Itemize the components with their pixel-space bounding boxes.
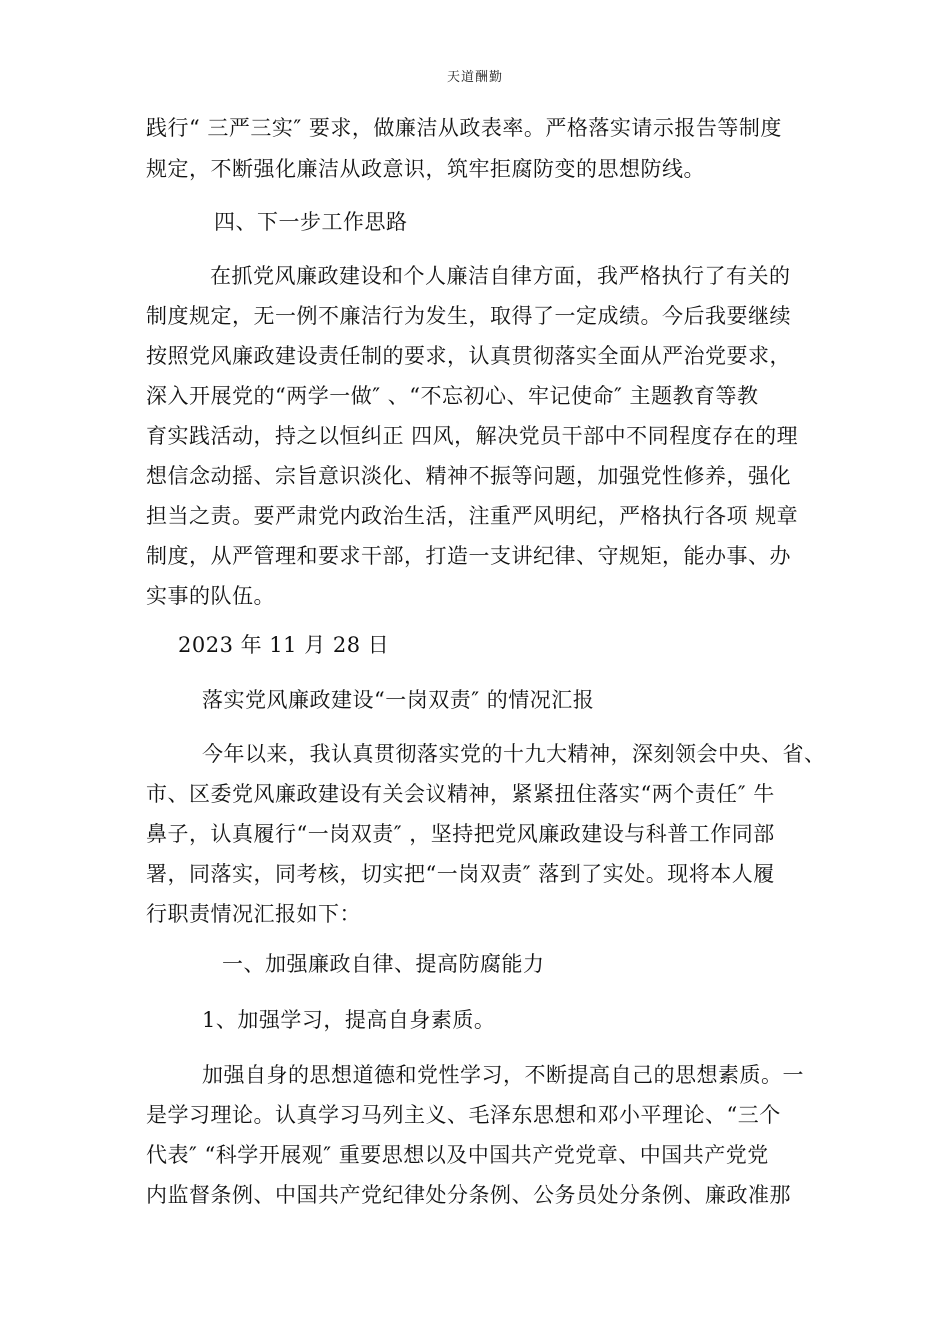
paragraph-line: 署，同落实，同考核，切实把“一岗双责″ 落到了实处。现将本人履 [146, 862, 775, 886]
page-header: 天道酬勤 [446, 70, 503, 85]
paragraph-line: 代表″ “科学开展观″ 重要思想以及中国共产党党章、中国共产党党 [146, 1143, 769, 1167]
report-title: 落实党风廉政建设“一岗双责″ 的情况汇报 [202, 688, 595, 712]
paragraph-line: 行职责情况汇报如下： [146, 902, 361, 926]
paragraph-line: 今年以来，我认真贯彻落实党的十九大精神，深刻领会中央、省、 [202, 742, 826, 766]
paragraph-line: 鼻子，认真履行“一岗双责″ ，坚持把党风廉政建设与科普工作同部 [146, 822, 775, 846]
paragraph-line: 是学习理论。认真学习马列主义、毛泽东思想和邓小平理论、“三个 [146, 1103, 781, 1127]
paragraph-line: 想信念动摇、宗旨意识淡化、精神不振等问题，加强党性修养，强化 [146, 464, 791, 488]
paragraph-line: 深入开展党的“两学一做″ 、“不忘初心、牢记使命″ 主题教育等教 [146, 384, 759, 408]
paragraph-line: 加强自身的思想道德和党性学习，不断提高自己的思想素质。一 [202, 1063, 804, 1087]
subsection-heading: 1、加强学习，提高自身素质。 [202, 1008, 496, 1032]
paragraph-line: 在抓党风廉政建设和个人廉洁自律方面，我严格执行了有关的 [210, 264, 791, 288]
paragraph-line: 内监督条例、中国共产党纪律处分条例、公务员处分条例、廉政准那 [146, 1183, 791, 1207]
paragraph-line: 制度规定，无一例不廉洁行为发生，取得了一定成绩。今后我要继续 [146, 304, 791, 328]
paragraph-line: 制度，从严管理和要求干部，打造一支讲纪律、守规矩，能办事、办 [146, 544, 791, 568]
paragraph-line: 规定，不断强化廉洁从政意识，筑牢拒腐防变的思想防线。 [146, 157, 705, 181]
paragraph-line: 按照党风廉政建设责任制的要求，认真贯彻落实全面从严治党要求， [146, 344, 791, 368]
paragraph-line: 担当之责。要严肃党内政治生活，注重严风明纪，严格执行各项 规章 [146, 504, 799, 528]
paragraph-line: 实事的队伍。 [146, 584, 275, 608]
section-heading: 一、加强廉政自律、提高防腐能力 [222, 952, 545, 976]
paragraph-line: 育实践活动，持之以恒纠正 四风，解决党员干部中不同程度存在的理 [146, 424, 799, 448]
date-line: 2023 年 11 月 28 日 [178, 633, 390, 657]
paragraph-line: 践行“ 三严三实″ 要求，做廉洁从政表率。严格落实请示报告等制度 [146, 116, 782, 140]
paragraph-line: 市、区委党风廉政建设有关会议精神，紧紧扭住落实“两个责任″ 牛 [146, 782, 775, 806]
section-heading: 四、下一步工作思路 [214, 210, 408, 234]
